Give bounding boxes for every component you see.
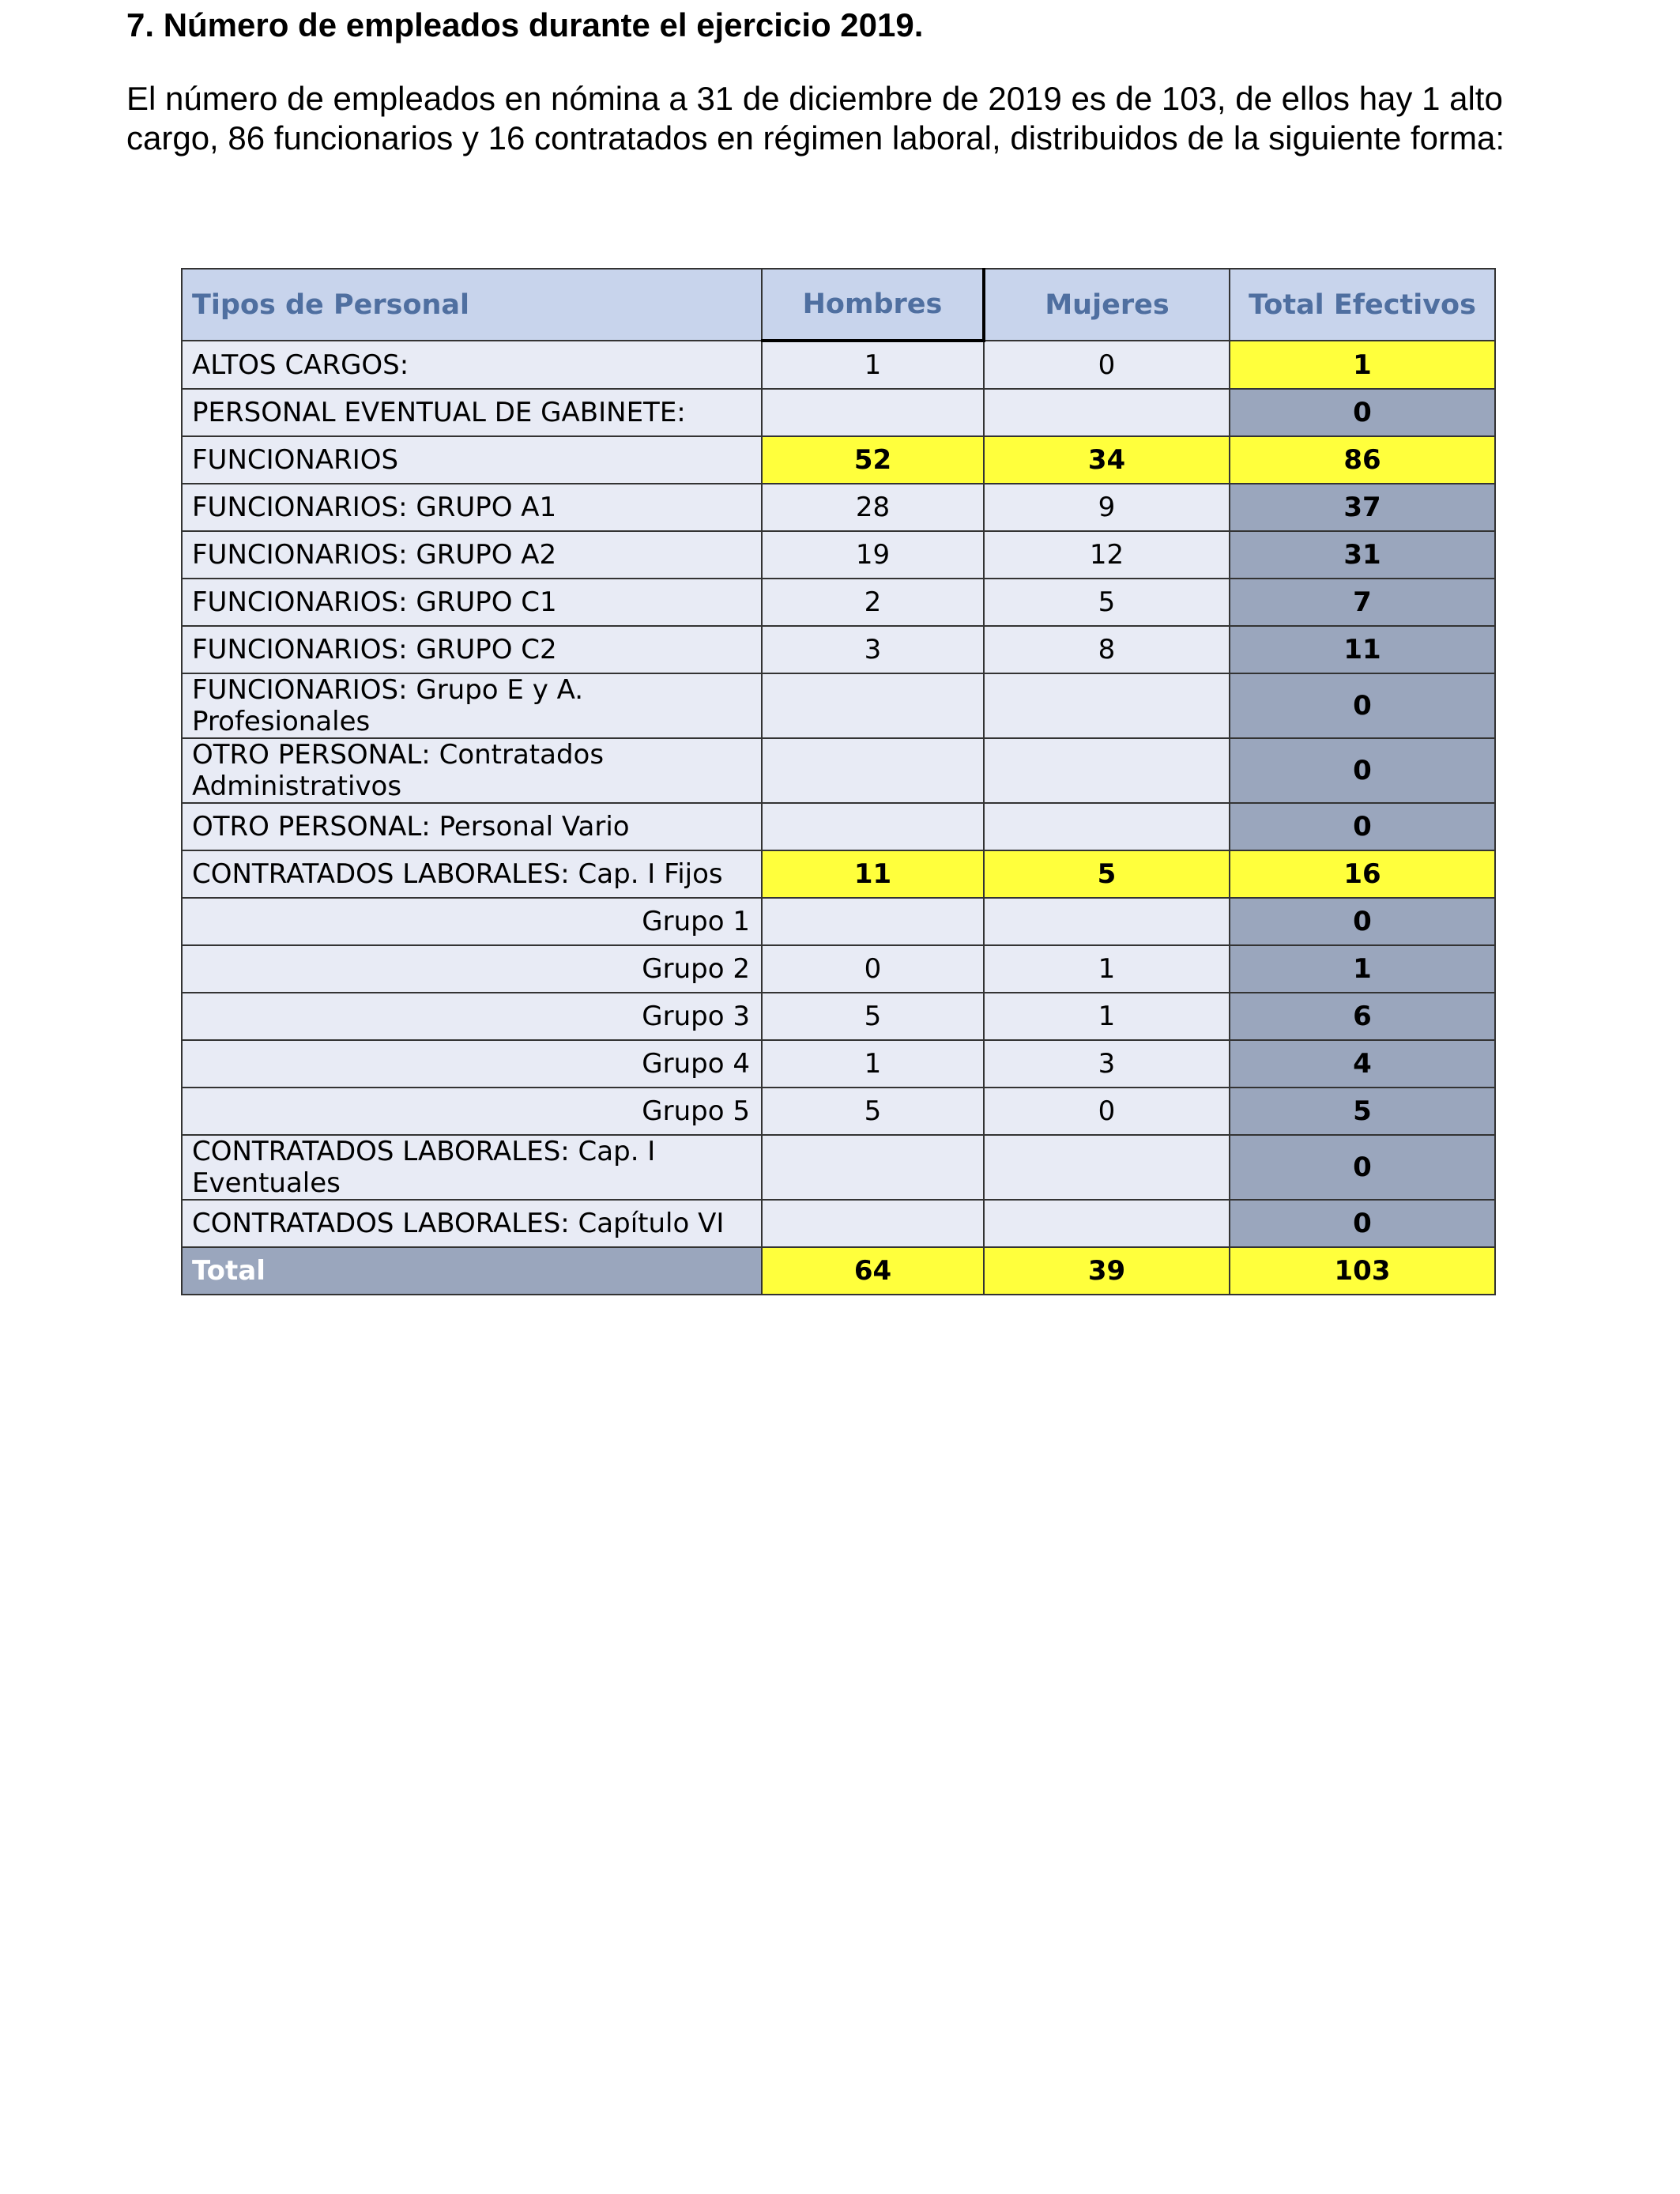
header-tipos: Tipos de Personal bbox=[182, 269, 762, 341]
cell-mujeres bbox=[984, 898, 1230, 945]
cell-mujeres bbox=[984, 389, 1230, 436]
cell-total: 0 bbox=[1230, 898, 1495, 945]
cell-total: 37 bbox=[1230, 484, 1495, 531]
cell-total: 86 bbox=[1230, 436, 1495, 484]
row-label: Grupo 1 bbox=[182, 898, 762, 945]
cell-total: 0 bbox=[1230, 738, 1495, 803]
cell-hombres: 5 bbox=[762, 993, 984, 1040]
total-row bbox=[182, 1247, 1495, 1295]
cell-hombres: 11 bbox=[762, 850, 984, 898]
cell-mujeres: 12 bbox=[984, 531, 1230, 579]
cell-mujeres bbox=[984, 738, 1230, 803]
cell-total: 0 bbox=[1230, 389, 1495, 436]
cell-total: 31 bbox=[1230, 531, 1495, 579]
row-label: OTRO PERSONAL: Personal Vario bbox=[182, 803, 762, 850]
total-mujeres: 39 bbox=[984, 1247, 1230, 1295]
table-row bbox=[182, 1040, 1495, 1088]
cell-hombres bbox=[762, 738, 984, 803]
cell-mujeres: 5 bbox=[984, 579, 1230, 626]
row-label: FUNCIONARIOS: Grupo E y A. Profesionales bbox=[182, 673, 762, 738]
row-label: FUNCIONARIOS bbox=[182, 436, 762, 484]
table-header-row bbox=[182, 269, 1495, 341]
cell-total: 0 bbox=[1230, 673, 1495, 738]
cell-total: 1 bbox=[1230, 341, 1495, 389]
row-label: Grupo 2 bbox=[182, 945, 762, 993]
cell-hombres: 0 bbox=[762, 945, 984, 993]
intro-paragraph: El número de empleados en nómina a 31 de diciembre de 2019 es de 103, de ellos hay 1 alto cargo, 86 funcionarios y 16 contratados en régimen laboral, distribuidos de la siguiente forma: bbox=[126, 80, 1505, 156]
cell-mujeres: 1 bbox=[984, 993, 1230, 1040]
row-label: PERSONAL EVENTUAL DE GABINETE: bbox=[182, 389, 762, 436]
table-row bbox=[182, 579, 1495, 626]
cell-mujeres: 9 bbox=[984, 484, 1230, 531]
cell-hombres: 1 bbox=[762, 1040, 984, 1088]
cell-mujeres: 8 bbox=[984, 626, 1230, 673]
cell-mujeres: 34 bbox=[984, 436, 1230, 484]
row-label: FUNCIONARIOS: GRUPO A2 bbox=[182, 531, 762, 579]
table-row bbox=[182, 850, 1495, 898]
cell-hombres bbox=[762, 1200, 984, 1247]
staff-table bbox=[181, 268, 1496, 1295]
total-hombres: 64 bbox=[762, 1247, 984, 1295]
row-label: CONTRATADOS LABORALES: Cap. I Eventuales bbox=[182, 1135, 762, 1200]
table-row bbox=[182, 484, 1495, 531]
cell-total: 16 bbox=[1230, 850, 1495, 898]
cell-hombres: 52 bbox=[762, 436, 984, 484]
cell-total: 1 bbox=[1230, 945, 1495, 993]
row-label: CONTRATADOS LABORALES: Capítulo VI bbox=[182, 1200, 762, 1247]
cell-total: 0 bbox=[1230, 1200, 1495, 1247]
cell-mujeres: 1 bbox=[984, 945, 1230, 993]
cell-mujeres: 0 bbox=[984, 341, 1230, 389]
table-row bbox=[182, 389, 1495, 436]
row-label: Grupo 3 bbox=[182, 993, 762, 1040]
cell-mujeres bbox=[984, 1135, 1230, 1200]
cell-hombres bbox=[762, 389, 984, 436]
table-row bbox=[182, 898, 1495, 945]
cell-hombres bbox=[762, 673, 984, 738]
cell-total: 0 bbox=[1230, 1135, 1495, 1200]
row-label: CONTRATADOS LABORALES: Cap. I Fijos bbox=[182, 850, 762, 898]
cell-hombres: 2 bbox=[762, 579, 984, 626]
cell-total: 7 bbox=[1230, 579, 1495, 626]
table-row bbox=[182, 341, 1495, 389]
cell-hombres bbox=[762, 803, 984, 850]
cell-hombres bbox=[762, 898, 984, 945]
table-row bbox=[182, 993, 1495, 1040]
table-row bbox=[182, 945, 1495, 993]
cell-hombres bbox=[762, 1135, 984, 1200]
cell-mujeres bbox=[984, 1200, 1230, 1247]
cell-hombres: 1 bbox=[762, 341, 984, 389]
table-row bbox=[182, 626, 1495, 673]
row-label: Grupo 5 bbox=[182, 1088, 762, 1135]
cell-hombres: 3 bbox=[762, 626, 984, 673]
cell-total: 6 bbox=[1230, 993, 1495, 1040]
header-hombres: Hombres bbox=[762, 269, 984, 341]
cell-mujeres: 0 bbox=[984, 1088, 1230, 1135]
row-label: ALTOS CARGOS: bbox=[182, 341, 762, 389]
total-efectivos: 103 bbox=[1230, 1247, 1495, 1295]
cell-mujeres: 5 bbox=[984, 850, 1230, 898]
cell-total: 11 bbox=[1230, 626, 1495, 673]
header-total: Total Efectivos bbox=[1230, 269, 1495, 341]
cell-total: 5 bbox=[1230, 1088, 1495, 1135]
row-label: FUNCIONARIOS: GRUPO A1 bbox=[182, 484, 762, 531]
row-label: Grupo 4 bbox=[182, 1040, 762, 1088]
table-row bbox=[182, 436, 1495, 484]
table-row bbox=[182, 1135, 1495, 1200]
table-row bbox=[182, 673, 1495, 738]
cell-hombres: 19 bbox=[762, 531, 984, 579]
cell-hombres: 28 bbox=[762, 484, 984, 531]
table-row bbox=[182, 738, 1495, 803]
cell-mujeres bbox=[984, 803, 1230, 850]
section-heading: 7. Número de empleados durante el ejercicio 2019. bbox=[126, 6, 924, 43]
row-label: FUNCIONARIOS: GRUPO C2 bbox=[182, 626, 762, 673]
cell-total: 0 bbox=[1230, 803, 1495, 850]
row-label: FUNCIONARIOS: GRUPO C1 bbox=[182, 579, 762, 626]
total-label: Total bbox=[182, 1247, 762, 1295]
header-mujeres: Mujeres bbox=[984, 269, 1230, 341]
table-row bbox=[182, 1088, 1495, 1135]
table-row bbox=[182, 803, 1495, 850]
cell-mujeres: 3 bbox=[984, 1040, 1230, 1088]
cell-total: 4 bbox=[1230, 1040, 1495, 1088]
cell-mujeres bbox=[984, 673, 1230, 738]
row-label: OTRO PERSONAL: Contratados Administrativos bbox=[182, 738, 762, 803]
table-row bbox=[182, 1200, 1495, 1247]
table-row bbox=[182, 531, 1495, 579]
cell-hombres: 5 bbox=[762, 1088, 984, 1135]
